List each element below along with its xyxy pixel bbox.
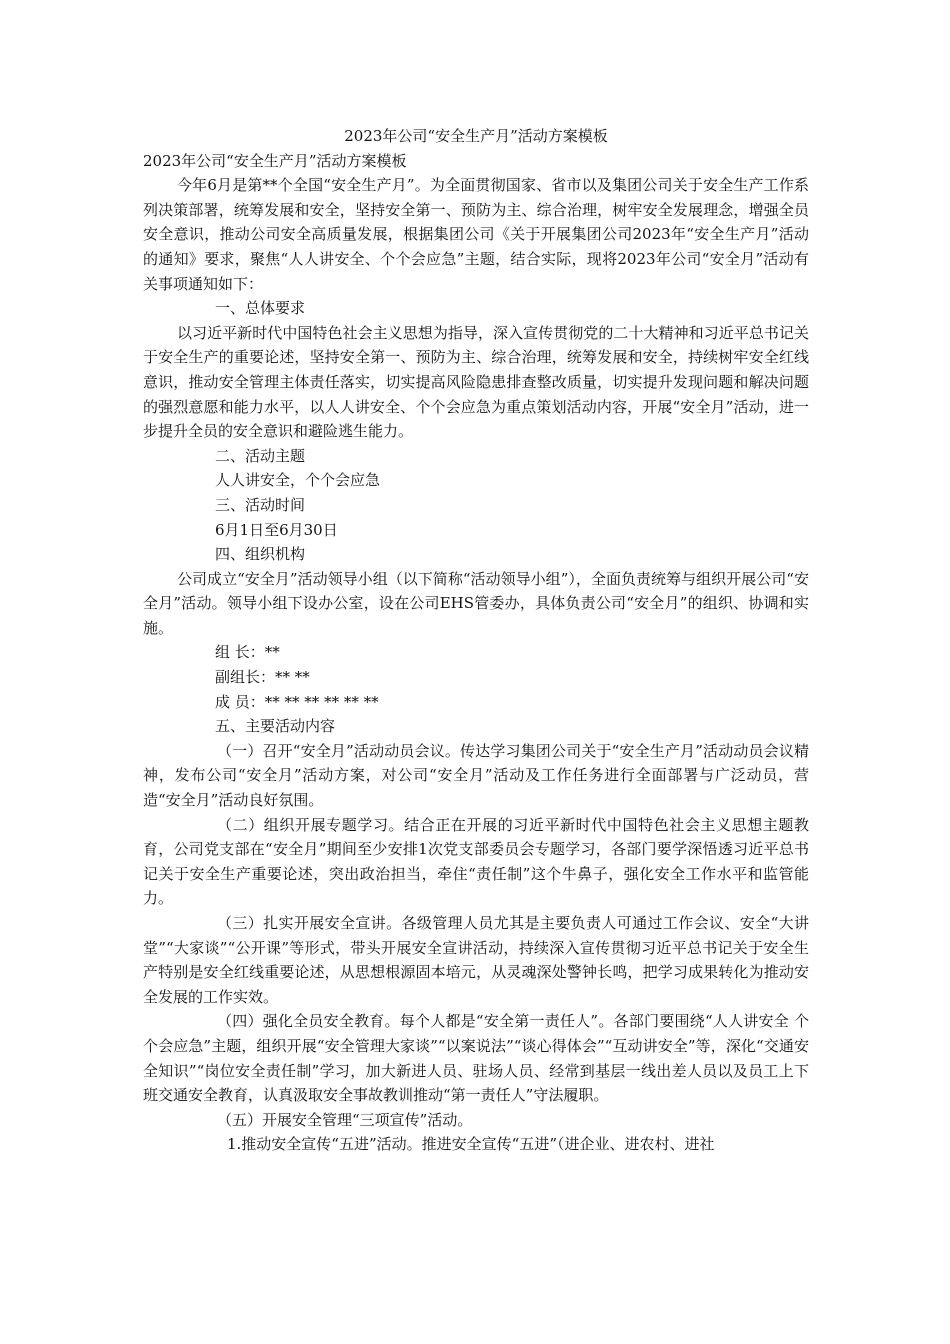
member-line: 组 长：** [215, 643, 280, 662]
body-paragraph: 1.推动安全宣传“五进”活动。推进安全宣传“五进”（进企业、进农村、进社 [227, 1135, 715, 1154]
document-subtitle: 2023年公司“安全生产月”活动方案模板 [143, 151, 407, 170]
member-line: 成 员：** ** ** ** ** ** [215, 692, 379, 711]
body-paragraph: （三）扎实开展安全宣讲。各级管理人员尤其是主要负责人可通过工作会议、安全“大讲堂”“大家谈”“公开课”等形式，带头开展安全宣讲活动，持续深入宣传贯彻习近平总书记关于安全生产特别是安全红线重要论述，从思想根源固本培元，从灵魂深处警钟长鸣，把学习成果转化为推动安全发展的工作实效。 [143, 914, 809, 1006]
member-line: 副组长：** ** [215, 668, 310, 687]
body-paragraph: （一）召开“安全月”活动动员会议。传达学习集团公司关于“安全生产月”活动动员会议精神，发布公司“安全月”活动方案，对公司“安全月”活动及工作任务进行全面部署与广泛动员，营造“安全月”活动良好氛围。 [143, 741, 809, 810]
section-heading: 二、活动主题 [215, 446, 306, 465]
document-body [143, 124, 809, 1157]
section-heading: 四、组织机构 [215, 545, 306, 564]
section-heading: 一、总体要求 [215, 299, 306, 318]
body-paragraph: 公司成立“安全月”活动领导小组（以下简称“活动领导小组”），全面负责统筹与组织开展公司“安全月”活动。领导小组下设办公室，设在公司EHS管委办，具体负责公司“安全月”的组织、协调和实施。 [143, 569, 809, 637]
body-paragraph: （四）强化全员安全教育。每个人都是“安全第一责任人”。各部门要围绕“人人讲安全 个个会应急”主题，组织开展“安全管理大家谈”“以案说法”“谈心得体会”“互动讲安全”等，深化“交通安全知识”“岗位安全责任制”学习，加大新进人员、驻场人员、经常到基层一线出差人员以及员工上下班交通安全教育，认真汲取安全事故教训推动“第一责任人”守法履职。 [143, 1012, 809, 1105]
body-paragraph: 以习近平新时代中国特色社会主义思想为指导，深入宣传贯彻党的二十大精神和习近平总书记关于安全生产的重要论述，坚持安全第一、预防为主、综合治理，统筹发展和安全，持续树牢安全红线意识，推动安全管理主体责任落实，切实提高风险隐患排查整改质量，切实提升发现问题和解决问题的强烈意愿和能力水平，以人人讲安全、个个会应急为重点策划活动内容，开展“安全月”活动，进一步提升全员的安全意识和避险逃生能力。 [143, 323, 809, 441]
body-paragraph: （五）开展安全管理“三项宣传”活动。 [217, 1110, 473, 1129]
intro-paragraph: 今年6月是第**个全国“安全生产月”。为全面贯彻国家、省市以及集团公司关于安全生产工作系列决策部署，统筹发展和安全，坚持安全第一、预防为主、综合治理，树牢安全发展理念，增强全员安全意识，推动公司安全高质量发展，根据集团公司《关于开展集团公司2023年“安全生产月”活动的通知》要求，聚焦“人人讲安全、个个会应急”主题，结合实际，现将2023年公司“安全月”活动有关事项通知如下： [143, 176, 809, 293]
body-line: 6月1日至6月30日 [215, 520, 338, 539]
body-paragraph: （二）组织开展专题学习。结合正在开展的习近平新时代中国特色社会主义思想主题教育，公司党支部在“安全月”期间至少安排1次党支部委员会专题学习，各部门要学深悟透习近平总书记关于安全生产重要论述，突出政治担当，牵住“责任制”这个牛鼻子，强化安全工作水平和监管能力。 [143, 815, 809, 908]
section-heading: 五、主要活动内容 [215, 717, 336, 736]
body-line: 人人讲安全，个个会应急 [215, 471, 381, 490]
section-heading: 三、活动时间 [215, 495, 306, 514]
document-title: 2023年公司“安全生产月”活动方案模板 [344, 127, 608, 145]
